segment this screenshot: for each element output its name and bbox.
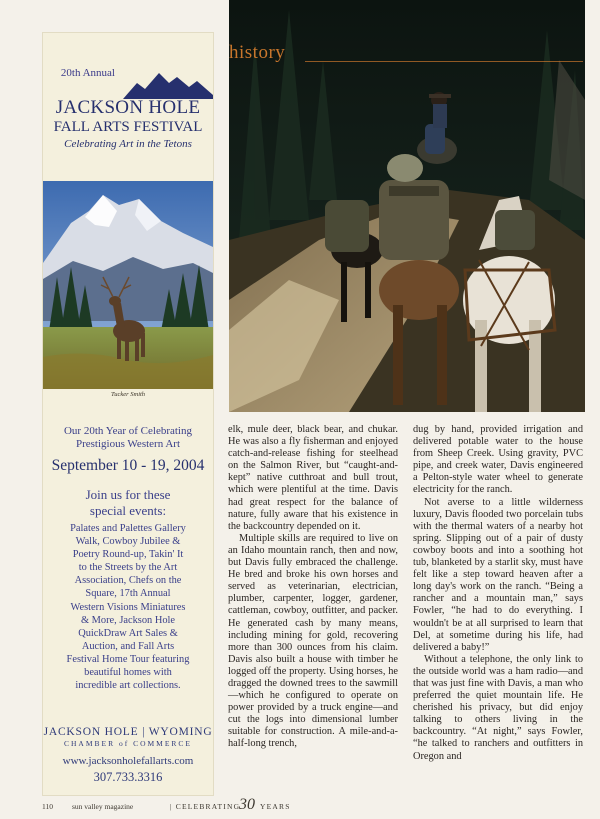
page-footer [42,796,402,814]
article-column-1 [228,424,398,751]
event-line: beautiful homes with [84,667,172,679]
fall-arts-festival-ad [42,32,214,796]
article-column-2 [413,424,583,763]
ad-header [43,33,213,181]
ad-title-line1: JACKSON HOLE [55,97,201,118]
ad-tagline: Celebrating Art in the Tetons [64,138,192,150]
section-rule [305,61,583,62]
mountain-logo-icon [123,69,213,99]
page-number: 110 [42,802,53,811]
section-label: history [229,42,286,63]
article-paragraph: Not averse to a little wilderness luxury, Davis flooded two porcelain tubs with the thermal waters of a nearby hot spring. Slipping out of a pair of dusty cowboy boots and into a soothing hot tub, blanketed by a starlit sky, must have felt like a step toward heaven after a long day's work on the ranch. “Being a rancher and a mountain man,” says Fowler, “he had to do everything. I wouldn't be at all surprised to learn that Del, at sometime during his life, had delivered a baby!” [413,496,583,653]
ad-subhead [43,425,213,451]
ad-subhead-line2: Prestigious Western Art [75,438,181,450]
article-paragraph: dug by hand, provided irrigation and delivered potable water to the house from Sheep Creek. Using gravity, PVC pipe, and creek water, Davis engineered a Pelton-style water wheel to generate electricity for the ranch. [413,424,583,496]
ad-join-line1: Join us for these [85,487,171,502]
event-line: Festival Home Tour featuring [66,653,190,665]
ad-join-line2: special events: [89,503,167,518]
event-line: Square, 17th Annual [85,588,171,600]
event-line: Auction, and Fall Arts [81,640,175,652]
painting-caption: Tucker Smith [110,391,146,398]
footer-celebrating: | CELEBRATING [170,802,241,811]
ad-title-line2: FALL ARTS FESTIVAL [53,119,203,135]
festival-dates: September 10 - 19, 2004 [51,457,205,474]
elk-painting-illustration [43,181,213,389]
chamber-line1: JACKSON HOLE | WYOMING [43,726,213,738]
event-line: to the Streets by the Art [78,562,178,574]
footer-years: YEARS [260,802,291,811]
event-line: incredible art collections. [75,680,181,692]
event-line: Palates and Palettes Gallery [70,523,186,534]
footer-anniversary-number: 30 [239,796,255,813]
event-line: Western Visions Miniatures [70,601,186,613]
event-line: QuickDraw Art Sales & [78,627,178,639]
chamber-of-commerce-logo [43,726,213,748]
ad-phone-number: 307.733.3316 [93,770,163,784]
event-line: Walk, Cowboy Jubilee & [75,536,181,548]
magazine-name: sun valley magazine [72,802,134,811]
ad-website-link[interactable]: www.jacksonholefallarts.com [62,755,194,767]
ad-events-list [49,522,207,692]
event-line: Association, Chefs on the [74,575,182,587]
event-line: & More, Jackson Hole [80,614,176,626]
chamber-line2: CHAMBER of COMMERCE [63,739,192,748]
event-line: Poetry Round-up, Takin' It [72,549,184,561]
ad-annual-label: 20th Annual [60,67,115,79]
article-paragraph: elk, mule deer, black bear, and chukar. He was also a fly fisherman and enjoyed catch-and-release fishing for steelhead on the Salmon River, but “caught-and-kept” native cutthroat and bull trout, which were plentiful at the time. Davis had great respect for the balance of nature, fully aware that his existence in the backcountry depended on it. [228,424,398,532]
elk-painting [43,181,213,389]
ad-join [43,487,213,519]
article-paragraph: Multiple skills are required to live on an Idaho mountain ranch, then and now, but Davis fully embraced the challenge. He bred and broke his own horses and served as veterinarian, electrician, plumber, carpenter, logger, gardener, cattleman, cowboy, outfitter, and packer. He generated cash by many means, including mining for gold, recovering more than 300 ounces from his claim. Davis also built a house with timber he logged off the property. Using horses, he dragged the downed trees to the sawmill—which he configured to operate on power provided by a truck engine—and cut the logs into dimensional lumber suitable for construction. A mile-and-a-half-long trench, [228,532,398,750]
article-paragraph: Without a telephone, the only link to the outside world was a ham radio—and that was just fine with Davis, a man who preferred the quiet mountain life. He cherished his privacy, but did enjoy talking to others living in the backcountry. “At night,” says Fowler, “he talked to ranchers and outfitters in Oregon and [413,653,583,762]
ad-subhead-line1: Our 20th Year of Celebrating [63,425,192,437]
